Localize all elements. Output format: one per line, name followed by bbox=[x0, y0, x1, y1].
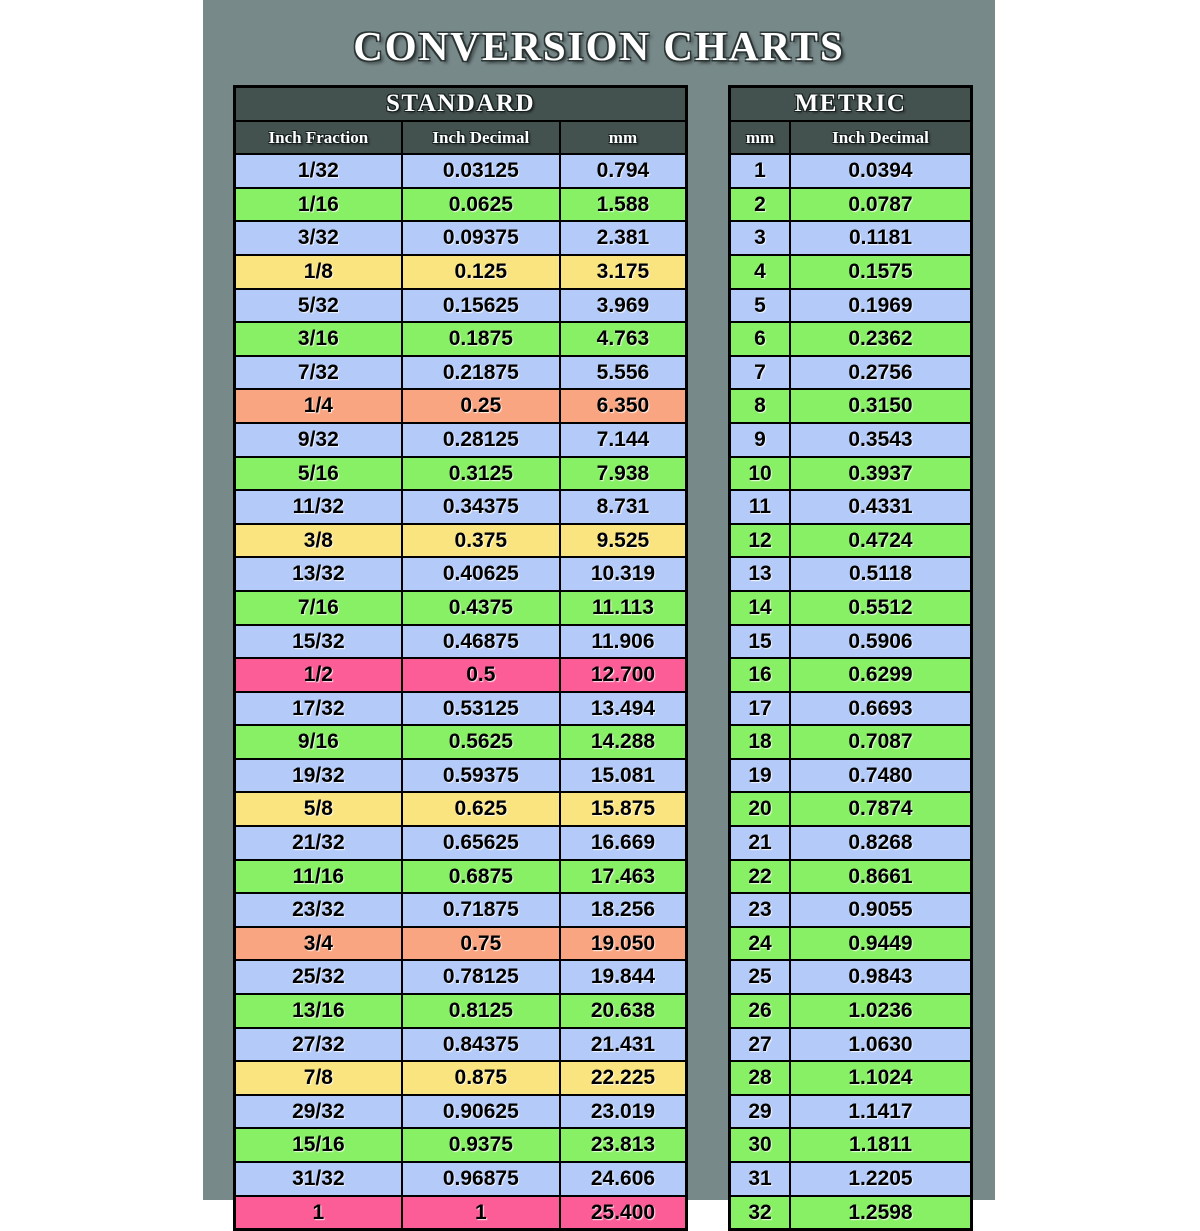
table-row bbox=[730, 960, 972, 994]
table-row bbox=[730, 221, 972, 255]
standard-cell-inch-fraction: 5/32 bbox=[235, 289, 402, 323]
standard-cell-inch-decimal: 0.6875 bbox=[402, 860, 560, 894]
standard-cell-inch-decimal: 0.78125 bbox=[402, 960, 560, 994]
standard-cell-mm: 12.700 bbox=[560, 658, 687, 692]
metric-cell-mm: 16 bbox=[730, 658, 791, 692]
metric-conversion-table bbox=[728, 85, 973, 1231]
standard-cell-inch-fraction: 1/2 bbox=[235, 658, 402, 692]
metric-cell-mm: 7 bbox=[730, 356, 791, 390]
metric-table-body bbox=[730, 154, 972, 1230]
standard-cell-inch-decimal: 0.75 bbox=[402, 927, 560, 961]
metric-table-wrapper bbox=[728, 85, 973, 1231]
metric-cell-inch-decimal: 0.9843 bbox=[790, 960, 972, 994]
standard-cell-mm: 3.175 bbox=[560, 255, 687, 289]
standard-section-title-row bbox=[235, 87, 687, 121]
standard-cell-mm: 25.400 bbox=[560, 1196, 687, 1230]
metric-cell-inch-decimal: 0.2362 bbox=[790, 322, 972, 356]
table-row bbox=[235, 860, 687, 894]
standard-cell-inch-decimal: 0.90625 bbox=[402, 1095, 560, 1129]
standard-cell-mm: 15.875 bbox=[560, 792, 687, 826]
metric-cell-mm: 15 bbox=[730, 625, 791, 659]
standard-cell-mm: 24.606 bbox=[560, 1162, 687, 1196]
table-row bbox=[730, 860, 972, 894]
standard-cell-inch-decimal: 0.71875 bbox=[402, 893, 560, 927]
metric-cell-mm: 11 bbox=[730, 490, 791, 524]
metric-cell-mm: 30 bbox=[730, 1128, 791, 1162]
column-header-mm: mm bbox=[730, 121, 791, 155]
standard-cell-inch-fraction: 19/32 bbox=[235, 759, 402, 793]
metric-cell-inch-decimal: 0.8268 bbox=[790, 826, 972, 860]
standard-cell-inch-fraction: 13/32 bbox=[235, 557, 402, 591]
standard-cell-inch-fraction: 3/16 bbox=[235, 322, 402, 356]
standard-cell-inch-fraction: 9/16 bbox=[235, 725, 402, 759]
standard-cell-inch-fraction: 1 bbox=[235, 1196, 402, 1230]
standard-cell-inch-fraction: 13/16 bbox=[235, 994, 402, 1028]
metric-cell-mm: 3 bbox=[730, 221, 791, 255]
standard-column-header-row bbox=[235, 121, 687, 155]
metric-cell-mm: 26 bbox=[730, 994, 791, 1028]
standard-cell-inch-fraction: 17/32 bbox=[235, 692, 402, 726]
standard-table-body bbox=[235, 154, 687, 1230]
table-row bbox=[235, 557, 687, 591]
standard-cell-inch-decimal: 0.21875 bbox=[402, 356, 560, 390]
metric-cell-inch-decimal: 0.8661 bbox=[790, 860, 972, 894]
table-row bbox=[235, 1061, 687, 1095]
table-row bbox=[730, 692, 972, 726]
metric-cell-inch-decimal: 0.9449 bbox=[790, 927, 972, 961]
table-row bbox=[730, 1028, 972, 1062]
standard-cell-inch-decimal: 0.96875 bbox=[402, 1162, 560, 1196]
metric-cell-inch-decimal: 0.7874 bbox=[790, 792, 972, 826]
standard-cell-inch-fraction: 23/32 bbox=[235, 893, 402, 927]
table-row bbox=[235, 826, 687, 860]
metric-cell-inch-decimal: 0.0394 bbox=[790, 154, 972, 188]
standard-cell-inch-fraction: 31/32 bbox=[235, 1162, 402, 1196]
metric-cell-inch-decimal: 0.0787 bbox=[790, 188, 972, 222]
standard-cell-mm: 23.813 bbox=[560, 1128, 687, 1162]
standard-cell-inch-decimal: 0.65625 bbox=[402, 826, 560, 860]
standard-cell-inch-decimal: 0.375 bbox=[402, 524, 560, 558]
standard-cell-mm: 10.319 bbox=[560, 557, 687, 591]
standard-cell-mm: 22.225 bbox=[560, 1061, 687, 1095]
table-row bbox=[235, 1028, 687, 1062]
table-row bbox=[235, 423, 687, 457]
standard-cell-inch-decimal: 0.15625 bbox=[402, 289, 560, 323]
standard-cell-inch-fraction: 1/32 bbox=[235, 154, 402, 188]
standard-cell-inch-decimal: 0.875 bbox=[402, 1061, 560, 1095]
standard-cell-inch-fraction: 7/8 bbox=[235, 1061, 402, 1095]
metric-cell-mm: 25 bbox=[730, 960, 791, 994]
standard-cell-inch-decimal: 0.59375 bbox=[402, 759, 560, 793]
standard-cell-inch-fraction: 7/32 bbox=[235, 356, 402, 390]
standard-cell-inch-fraction: 15/16 bbox=[235, 1128, 402, 1162]
metric-cell-mm: 32 bbox=[730, 1196, 791, 1230]
standard-cell-inch-decimal: 0.34375 bbox=[402, 490, 560, 524]
metric-cell-inch-decimal: 0.5906 bbox=[790, 625, 972, 659]
standard-cell-inch-decimal: 0.5625 bbox=[402, 725, 560, 759]
standard-cell-mm: 19.050 bbox=[560, 927, 687, 961]
standard-table-wrapper bbox=[233, 85, 688, 1231]
metric-cell-mm: 28 bbox=[730, 1061, 791, 1095]
metric-column-header-row bbox=[730, 121, 972, 155]
metric-cell-inch-decimal: 0.1575 bbox=[790, 255, 972, 289]
standard-cell-inch-decimal: 0.84375 bbox=[402, 1028, 560, 1062]
table-row bbox=[730, 1128, 972, 1162]
table-row bbox=[730, 524, 972, 558]
metric-cell-inch-decimal: 0.5118 bbox=[790, 557, 972, 591]
standard-cell-mm: 6.350 bbox=[560, 389, 687, 423]
table-row bbox=[235, 188, 687, 222]
standard-cell-mm: 3.969 bbox=[560, 289, 687, 323]
standard-cell-inch-decimal: 0.25 bbox=[402, 389, 560, 423]
standard-cell-inch-decimal: 1 bbox=[402, 1196, 560, 1230]
metric-cell-inch-decimal: 1.1024 bbox=[790, 1061, 972, 1095]
metric-cell-inch-decimal: 0.6693 bbox=[790, 692, 972, 726]
table-row bbox=[235, 658, 687, 692]
standard-cell-mm: 21.431 bbox=[560, 1028, 687, 1062]
metric-cell-inch-decimal: 1.0236 bbox=[790, 994, 972, 1028]
standard-cell-inch-fraction: 9/32 bbox=[235, 423, 402, 457]
metric-cell-inch-decimal: 0.4724 bbox=[790, 524, 972, 558]
standard-cell-inch-fraction: 29/32 bbox=[235, 1095, 402, 1129]
metric-cell-inch-decimal: 0.7480 bbox=[790, 759, 972, 793]
metric-cell-mm: 9 bbox=[730, 423, 791, 457]
standard-cell-mm: 19.844 bbox=[560, 960, 687, 994]
metric-cell-mm: 12 bbox=[730, 524, 791, 558]
table-row bbox=[235, 524, 687, 558]
table-row bbox=[730, 759, 972, 793]
standard-cell-inch-decimal: 0.8125 bbox=[402, 994, 560, 1028]
table-row bbox=[235, 994, 687, 1028]
metric-cell-mm: 6 bbox=[730, 322, 791, 356]
table-row bbox=[730, 322, 972, 356]
standard-conversion-table bbox=[233, 85, 688, 1231]
table-row bbox=[730, 927, 972, 961]
standard-cell-mm: 15.081 bbox=[560, 759, 687, 793]
metric-cell-inch-decimal: 0.1181 bbox=[790, 221, 972, 255]
table-row bbox=[730, 154, 972, 188]
standard-cell-inch-decimal: 0.03125 bbox=[402, 154, 560, 188]
standard-cell-inch-fraction: 11/32 bbox=[235, 490, 402, 524]
standard-cell-inch-decimal: 0.46875 bbox=[402, 625, 560, 659]
standard-cell-mm: 18.256 bbox=[560, 893, 687, 927]
standard-cell-mm: 0.794 bbox=[560, 154, 687, 188]
standard-cell-inch-decimal: 0.9375 bbox=[402, 1128, 560, 1162]
metric-section-title-row bbox=[730, 87, 972, 121]
metric-cell-inch-decimal: 0.9055 bbox=[790, 893, 972, 927]
metric-cell-mm: 4 bbox=[730, 255, 791, 289]
standard-cell-mm: 4.763 bbox=[560, 322, 687, 356]
table-row bbox=[235, 893, 687, 927]
standard-cell-inch-fraction: 11/16 bbox=[235, 860, 402, 894]
table-row bbox=[235, 1196, 687, 1230]
metric-cell-mm: 17 bbox=[730, 692, 791, 726]
standard-cell-mm: 9.525 bbox=[560, 524, 687, 558]
metric-cell-mm: 29 bbox=[730, 1095, 791, 1129]
table-row bbox=[730, 625, 972, 659]
metric-cell-inch-decimal: 0.7087 bbox=[790, 725, 972, 759]
standard-cell-inch-fraction: 5/8 bbox=[235, 792, 402, 826]
standard-cell-inch-decimal: 0.53125 bbox=[402, 692, 560, 726]
metric-cell-mm: 20 bbox=[730, 792, 791, 826]
table-row bbox=[235, 1095, 687, 1129]
standard-cell-inch-decimal: 0.625 bbox=[402, 792, 560, 826]
metric-cell-mm: 22 bbox=[730, 860, 791, 894]
metric-cell-mm: 21 bbox=[730, 826, 791, 860]
table-row bbox=[730, 994, 972, 1028]
metric-cell-inch-decimal: 0.1969 bbox=[790, 289, 972, 323]
table-row bbox=[235, 356, 687, 390]
standard-cell-inch-decimal: 0.5 bbox=[402, 658, 560, 692]
table-row bbox=[235, 725, 687, 759]
table-row bbox=[235, 692, 687, 726]
metric-cell-inch-decimal: 1.2598 bbox=[790, 1196, 972, 1230]
metric-cell-inch-decimal: 0.3543 bbox=[790, 423, 972, 457]
metric-cell-mm: 1 bbox=[730, 154, 791, 188]
metric-cell-inch-decimal: 1.1811 bbox=[790, 1128, 972, 1162]
table-row bbox=[730, 490, 972, 524]
metric-cell-inch-decimal: 0.4331 bbox=[790, 490, 972, 524]
metric-cell-inch-decimal: 0.6299 bbox=[790, 658, 972, 692]
table-row bbox=[235, 490, 687, 524]
standard-cell-mm: 16.669 bbox=[560, 826, 687, 860]
page-title: CONVERSION CHARTS bbox=[353, 23, 845, 69]
table-row bbox=[730, 1196, 972, 1230]
standard-cell-mm: 14.288 bbox=[560, 725, 687, 759]
standard-cell-inch-fraction: 1/4 bbox=[235, 389, 402, 423]
table-row bbox=[235, 322, 687, 356]
table-row bbox=[730, 255, 972, 289]
metric-cell-mm: 13 bbox=[730, 557, 791, 591]
metric-cell-mm: 18 bbox=[730, 725, 791, 759]
metric-cell-inch-decimal: 0.3150 bbox=[790, 389, 972, 423]
metric-cell-inch-decimal: 1.0630 bbox=[790, 1028, 972, 1062]
standard-cell-inch-decimal: 0.28125 bbox=[402, 423, 560, 457]
table-row bbox=[730, 188, 972, 222]
metric-cell-mm: 24 bbox=[730, 927, 791, 961]
standard-cell-inch-decimal: 0.40625 bbox=[402, 557, 560, 591]
table-row bbox=[730, 1095, 972, 1129]
metric-cell-mm: 5 bbox=[730, 289, 791, 323]
metric-cell-mm: 31 bbox=[730, 1162, 791, 1196]
table-row bbox=[235, 792, 687, 826]
table-row bbox=[235, 255, 687, 289]
standard-cell-mm: 23.019 bbox=[560, 1095, 687, 1129]
table-row bbox=[730, 457, 972, 491]
standard-cell-mm: 8.731 bbox=[560, 490, 687, 524]
standard-cell-inch-fraction: 5/16 bbox=[235, 457, 402, 491]
standard-cell-mm: 7.144 bbox=[560, 423, 687, 457]
standard-cell-inch-fraction: 15/32 bbox=[235, 625, 402, 659]
metric-cell-inch-decimal: 1.1417 bbox=[790, 1095, 972, 1129]
metric-cell-mm: 8 bbox=[730, 389, 791, 423]
table-row bbox=[235, 221, 687, 255]
table-row bbox=[730, 1061, 972, 1095]
table-row bbox=[730, 792, 972, 826]
table-row bbox=[730, 557, 972, 591]
standard-cell-inch-fraction: 27/32 bbox=[235, 1028, 402, 1062]
standard-cell-inch-fraction: 1/8 bbox=[235, 255, 402, 289]
table-row bbox=[235, 625, 687, 659]
column-header-inch-decimal: Inch Decimal bbox=[790, 121, 972, 155]
standard-cell-inch-decimal: 0.125 bbox=[402, 255, 560, 289]
metric-cell-inch-decimal: 0.5512 bbox=[790, 591, 972, 625]
table-row bbox=[730, 356, 972, 390]
standard-cell-inch-decimal: 0.4375 bbox=[402, 591, 560, 625]
standard-cell-inch-fraction: 3/8 bbox=[235, 524, 402, 558]
table-row bbox=[730, 725, 972, 759]
standard-cell-mm: 2.381 bbox=[560, 221, 687, 255]
table-row bbox=[235, 1162, 687, 1196]
standard-cell-inch-decimal: 0.3125 bbox=[402, 457, 560, 491]
table-row bbox=[730, 389, 972, 423]
table-row bbox=[235, 289, 687, 323]
standard-cell-mm: 20.638 bbox=[560, 994, 687, 1028]
standard-cell-inch-fraction: 3/32 bbox=[235, 221, 402, 255]
table-row bbox=[730, 826, 972, 860]
table-row bbox=[730, 591, 972, 625]
metric-cell-mm: 14 bbox=[730, 591, 791, 625]
column-header-mm: mm bbox=[560, 121, 687, 155]
table-row bbox=[235, 960, 687, 994]
standard-cell-inch-decimal: 0.1875 bbox=[402, 322, 560, 356]
standard-cell-mm: 7.938 bbox=[560, 457, 687, 491]
metric-cell-inch-decimal: 0.3937 bbox=[790, 457, 972, 491]
standard-cell-inch-fraction: 1/16 bbox=[235, 188, 402, 222]
column-header-inch-fraction: Inch Fraction bbox=[235, 121, 402, 155]
table-row bbox=[730, 289, 972, 323]
metric-cell-mm: 27 bbox=[730, 1028, 791, 1062]
column-header-inch-decimal: Inch Decimal bbox=[402, 121, 560, 155]
standard-cell-inch-fraction: 25/32 bbox=[235, 960, 402, 994]
standard-cell-mm: 17.463 bbox=[560, 860, 687, 894]
table-row bbox=[235, 927, 687, 961]
standard-cell-inch-fraction: 7/16 bbox=[235, 591, 402, 625]
table-row bbox=[730, 423, 972, 457]
metric-cell-mm: 10 bbox=[730, 457, 791, 491]
table-row bbox=[235, 389, 687, 423]
standard-cell-mm: 13.494 bbox=[560, 692, 687, 726]
standard-cell-inch-fraction: 3/4 bbox=[235, 927, 402, 961]
metric-cell-inch-decimal: 1.2205 bbox=[790, 1162, 972, 1196]
table-row bbox=[235, 457, 687, 491]
standard-cell-mm: 11.906 bbox=[560, 625, 687, 659]
table-row bbox=[730, 1162, 972, 1196]
standard-cell-inch-decimal: 0.0625 bbox=[402, 188, 560, 222]
standard-cell-mm: 1.588 bbox=[560, 188, 687, 222]
table-row bbox=[730, 658, 972, 692]
standard-cell-mm: 11.113 bbox=[560, 591, 687, 625]
metric-section-title: METRIC bbox=[730, 87, 972, 121]
table-row bbox=[730, 893, 972, 927]
standard-cell-mm: 5.556 bbox=[560, 356, 687, 390]
table-row bbox=[235, 591, 687, 625]
conversion-charts-poster bbox=[203, 0, 995, 1224]
metric-cell-inch-decimal: 0.2756 bbox=[790, 356, 972, 390]
standard-cell-inch-decimal: 0.09375 bbox=[402, 221, 560, 255]
standard-section-title: STANDARD bbox=[235, 87, 687, 121]
standard-cell-inch-fraction: 21/32 bbox=[235, 826, 402, 860]
table-row bbox=[235, 154, 687, 188]
metric-cell-mm: 2 bbox=[730, 188, 791, 222]
table-row bbox=[235, 759, 687, 793]
metric-cell-mm: 23 bbox=[730, 893, 791, 927]
table-row bbox=[235, 1128, 687, 1162]
metric-cell-mm: 19 bbox=[730, 759, 791, 793]
